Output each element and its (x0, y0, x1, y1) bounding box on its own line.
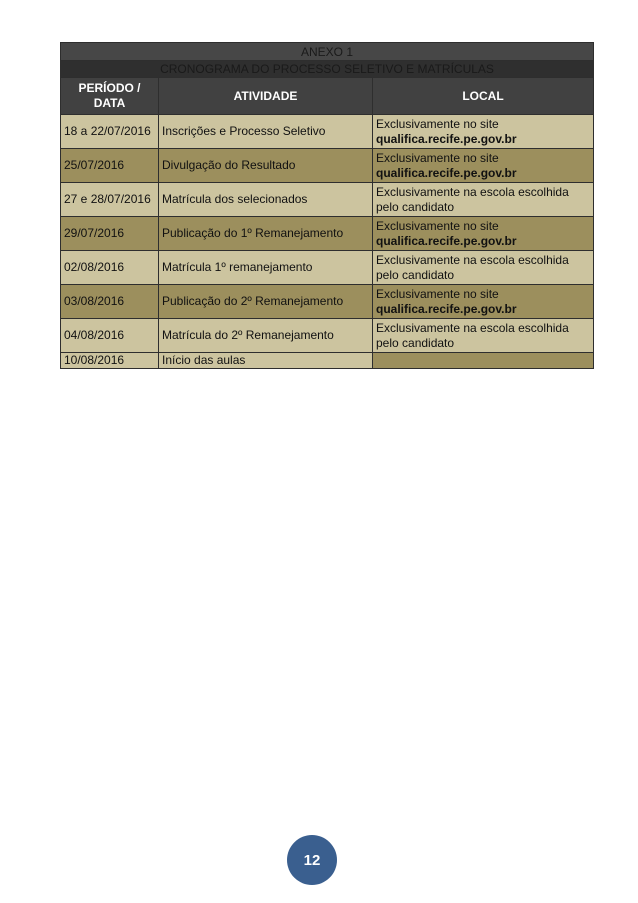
cell-local: Exclusivamente no site qualifica.recife.pe.gov.br (373, 115, 594, 149)
schedule-table (60, 42, 594, 369)
cell-activity: Matrícula do 2º Remanejamento (159, 319, 373, 353)
cell-period: 25/07/2016 (61, 149, 159, 183)
cell-period: 27 e 28/07/2016 (61, 183, 159, 217)
annex-title-row (61, 43, 594, 61)
cell-period: 02/08/2016 (61, 251, 159, 285)
table-row (61, 285, 594, 319)
table-row (61, 217, 594, 251)
cell-period: 04/08/2016 (61, 319, 159, 353)
cell-activity: Matrícula 1º remanejamento (159, 251, 373, 285)
table-row (61, 183, 594, 217)
cell-local: Exclusivamente na escola escolhida pelo candidato (373, 251, 594, 285)
header-activity: ATIVIDADE (159, 78, 373, 115)
table-row (61, 115, 594, 149)
header-row (61, 78, 594, 115)
cell-activity: Publicação do 2º Remanejamento (159, 285, 373, 319)
table-title: CRONOGRAMA DO PROCESSO SELETIVO E MATRÍCULAS (61, 61, 594, 78)
table-row (61, 319, 594, 353)
cell-period: 03/08/2016 (61, 285, 159, 319)
cell-local: Exclusivamente no site qualifica.recife.pe.gov.br (373, 149, 594, 183)
cell-activity: Início das aulas (159, 353, 373, 369)
header-period: PERÍODO / DATA (61, 78, 159, 115)
cell-activity: Divulgação do Resultado (159, 149, 373, 183)
cell-local: Exclusivamente no site qualifica.recife.pe.gov.br (373, 217, 594, 251)
page-number: 12 (303, 851, 321, 869)
cell-activity: Publicação do 1º Remanejamento (159, 217, 373, 251)
annex-title: ANEXO 1 (61, 43, 594, 61)
table-row (61, 251, 594, 285)
header-local: LOCAL (373, 78, 594, 115)
cell-activity: Inscrições e Processo Seletivo (159, 115, 373, 149)
cell-local: Exclusivamente na escola escolhida pelo candidato (373, 183, 594, 217)
table-row (61, 149, 594, 183)
table-row (61, 353, 594, 369)
cell-local: Exclusivamente na escola escolhida pelo candidato (373, 319, 594, 353)
page-number-badge (287, 835, 337, 885)
cell-period: 29/07/2016 (61, 217, 159, 251)
cell-local (373, 353, 594, 369)
cell-local: Exclusivamente no site qualifica.recife.pe.gov.br (373, 285, 594, 319)
table-title-row (61, 61, 594, 78)
cell-period: 18 a 22/07/2016 (61, 115, 159, 149)
cell-activity: Matrícula dos selecionados (159, 183, 373, 217)
cell-period: 10/08/2016 (61, 353, 159, 369)
